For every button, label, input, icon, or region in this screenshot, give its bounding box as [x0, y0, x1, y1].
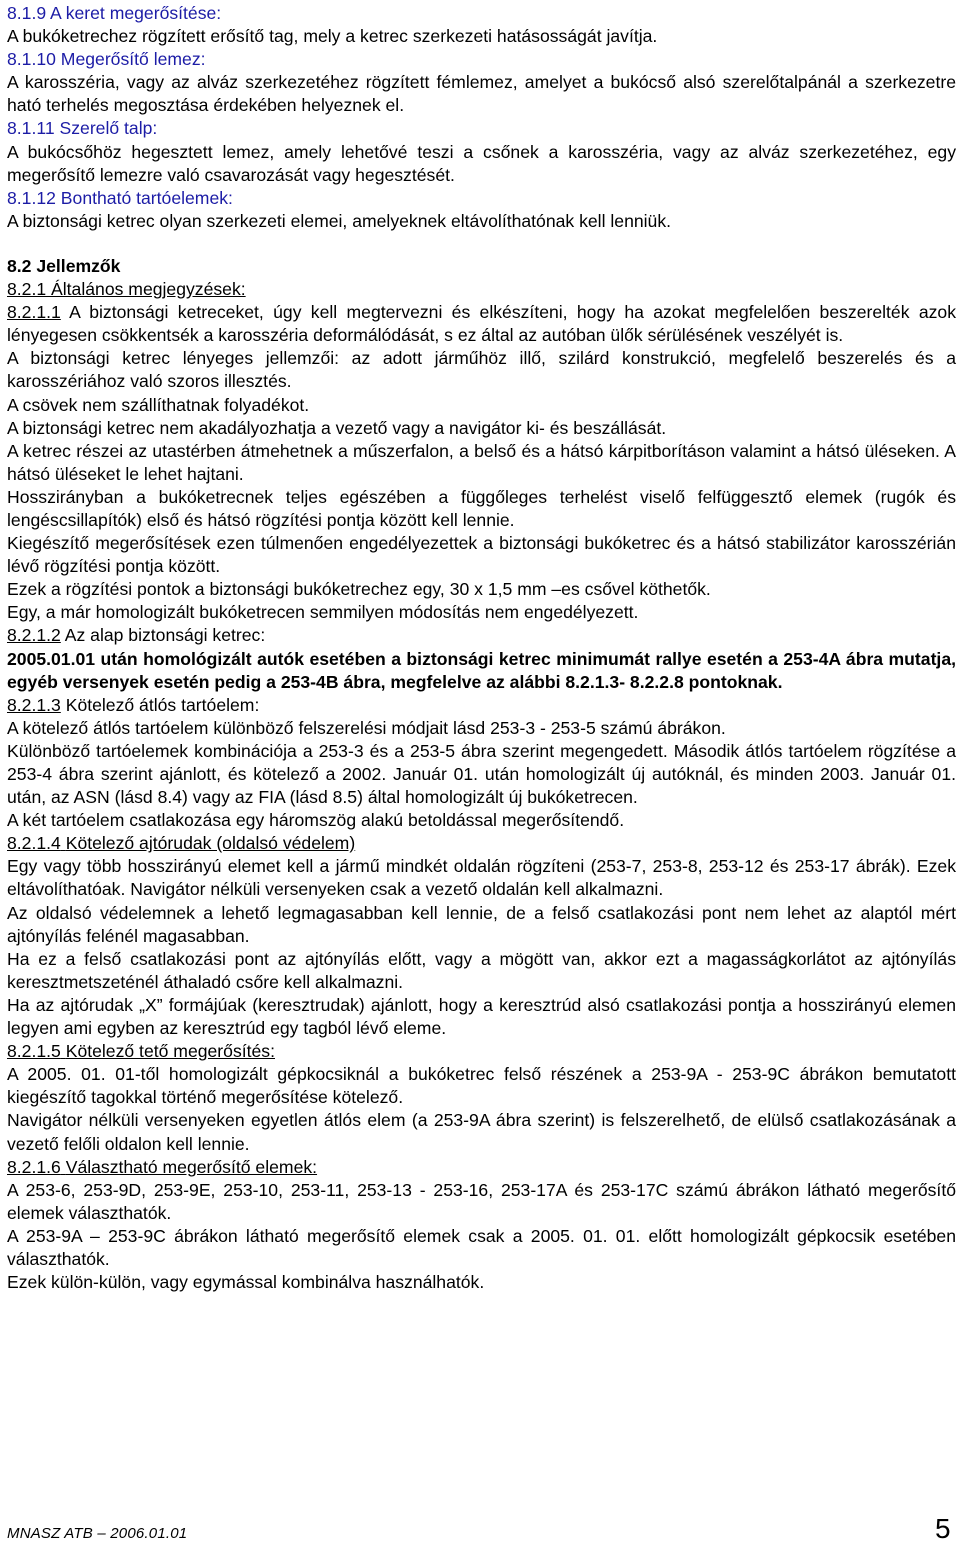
footer-document-id: MNASZ ATB – 2006.01.01: [7, 1525, 188, 1542]
paragraph: Ha az ajtórudak „X” formájúak (keresztrudak) ajánlott, hogy a keresztrúd alsó csatlakozási pontja a hosszirányú elemen legyen ami egyben az keresztrúd egy tagból lévő eleme.: [7, 994, 956, 1039]
heading-8-2-1-6: [7, 1156, 956, 1179]
heading-8-2-1-2: [7, 624, 956, 647]
paragraph: Különböző tartóelemek kombinációja a 253-3 és a 253-5 ábra szerint megengedett. Második átlós tartóelem rögzítése a 253-4 ábra szerint ajánlott, és kötelező a 2002. Január 01. után homologizált új autóknál, és minden 2003. Január 01. után, az ASN (lásd 8.4) vagy az FIA (lásd 8.5) által homologizált új bukóketrecen.: [7, 740, 956, 808]
paragraph: A biztonsági ketrec lényeges jellemzői: az adott járműhöz illő, szilárd konstrukció, megfelelő beszerelés és a karosszériához való szoros illesztés.: [7, 348, 956, 392]
heading-8-1-11: 8.1.11 Szerelő talp:: [7, 118, 158, 139]
paragraph-8-1-9: A bukóketrechez rögzített erősítő tag, mely a ketrec szerkezeti hatásosságát javítja.: [7, 26, 658, 47]
paragraph: Navigátor nélküli versenyeken egyetlen átlós elem (a 253-9A ábra szerint) is felszerelhető, de elülső csatlakozásának a vezető felőli oldalon kell lennie.: [7, 1110, 956, 1154]
paragraph: Egy vagy több hosszirányú elemet kell a jármű mindkét oldalán rögzíteni (253-7, 253-8, 253-12 és 253-17 ábrák). Ezek eltávolíthatóak. Navigátor nélküli versenyeken csak a vezető oldalán kell alkalmazni.: [7, 856, 956, 900]
paragraph: A kötelező átlós tartóelem különböző felszerelési módjait lásd 253-3 - 253-5 számú ábrákon.: [7, 717, 726, 738]
clause-title: Kötelező ajtórudak (oldalsó védelem): [65, 833, 356, 854]
paragraph-8-1-11: A bukócsőhöz hegesztett lemez, amely lehetővé teszi a csőnek a karosszéria, vagy az alváz szerkezetéhez, egy megerősítő lemezre való csavarozását vagy hegesztését.: [7, 141, 956, 185]
paragraph: Kiegészítő megerősítések ezen túlmenően engedélyezettek a biztonsági bukóketrec és a hátsó stabilizátor karosszérián lévő rögzítési pontja között.: [7, 533, 956, 577]
spacer: [7, 233, 956, 255]
paragraph: Ezek külön-külön, vagy egymással kombinálva használhatók.: [7, 1272, 485, 1293]
clause-number: 8.2.1.1: [7, 302, 61, 323]
clause-title: Az alap biztonsági ketrec:: [64, 625, 266, 646]
heading-8-2: 8.2 Jellemzők: [7, 255, 121, 276]
paragraph: Az oldalsó védelemnek a lehető legmagasabban kell lennie, de a felső csatlakozási pont nem lehet az alaptól mért ajtónyílás felénél magasabban.: [7, 902, 956, 946]
paragraph: Ha ez a felső csatlakozási pont az ajtónyílás előtt, vagy a mögött van, akkor ezt a magasságkorlátot az ajtónyílás keresztmetszeténél áthaladó csőre kell alkalmazni.: [7, 948, 956, 992]
paragraph: Ezek a rögzítési pontok a biztonsági bukóketrechez egy, 30 x 1,5 mm –es csővel köthetők.: [7, 579, 711, 600]
heading-8-2-1: 8.2.1 Általános megjegyzések:: [7, 279, 246, 300]
paragraph: Egy, a már homologizált bukóketrecen semmilyen módosítás nem engedélyezett.: [7, 602, 639, 623]
paragraph: A 253-6, 253-9D, 253-9E, 253-10, 253-11, 253-13 - 253-16, 253-17A és 253-17C számú ábrákon látható megerősítő elemek választhatók.: [7, 1179, 956, 1223]
clause-title: Választható megerősítő elemek:: [65, 1156, 318, 1177]
clause-number: 8.2.1.4: [7, 833, 61, 854]
heading-8-2-1-5: [7, 1040, 956, 1063]
paragraph: A két tartóelem csatlakozása egy háromszög alakú betoldással megerősítendő.: [7, 810, 625, 831]
paragraph-8-1-12: A biztonsági ketrec olyan szerkezeti elemei, amelyeknek eltávolíthatónak kell lenniük.: [7, 210, 672, 231]
paragraph: A biztonsági ketrec nem akadályozhatja a vezető vagy a navigátor ki- és beszállását.: [7, 417, 667, 438]
page-number: 5: [935, 1513, 951, 1544]
paragraph: Hosszirányban a bukóketrecnek teljes egészében a függőleges terhelést viselő felfüggesztő elemek (rugók és lengéscsillapítók) első és hátsó rögzítési pontja között kell lennie.: [7, 486, 956, 530]
clause-text: A biztonsági ketreceket, úgy kell megtervezni és elkészíteni, hogy ha azokat megfelelően beszerelték azok lényegesen csökkentsék a karosszéria deformálódását, s ez által az autóban ülők sérülésének veszélyét is.: [7, 302, 956, 346]
clause-number: 8.2.1.5: [7, 1041, 61, 1062]
heading-8-2-1-4: [7, 832, 956, 855]
paragraph-8-2-1-1: [7, 301, 956, 347]
clause-title: Kötelező tető megerősítés:: [65, 1041, 275, 1062]
paragraph-8-1-10: A karosszéria, vagy az alváz szerkezetéhez rögzített fémlemez, amelyet a bukócső alsó szerelőtalpánál a szerkezetre ható terhelés megosztása érdekében helyeznek el.: [7, 72, 956, 116]
paragraph: A 253-9A – 253-9C ábrákon látható megerősítő elemek csak a 2005. 01. 01. előtt homologizált gépkocsik esetében választhatók.: [7, 1225, 956, 1269]
paragraph: A ketrec részei az utastérben átmehetnek a műszerfalon, a belső és a hátsó kárpitborításon valamint a hátsó üléseken. A hátsó üléseket le lehet hajtani.: [7, 440, 956, 484]
heading-8-1-10: 8.1.10 Megerősítő lemez:: [7, 49, 206, 70]
clause-title: Kötelező átlós tartóelem:: [65, 694, 260, 715]
bold-paragraph: 2005.01.01 után homológizált autók esetében a biztonsági ketrec minimumát rallye esetén a 253-4A ábra mutatja, egyéb versenyek esetén pedig a 253-4B ábra, megfelelve az alábbi 8.2.1.3- 8.2.2.8 pontoknak.: [7, 648, 956, 692]
clause-number: 8.2.1.6: [7, 1156, 61, 1177]
heading-8-2-1-3: [7, 694, 956, 717]
paragraph: A 2005. 01. 01-től homologizált gépkocsiknál a bukóketrec felső részének a 253-9A - 253-9C ábrákon bemutatott kiegészítő tagokkal történő megerősítése kötelező.: [7, 1064, 956, 1108]
clause-number: 8.2.1.3: [7, 694, 61, 715]
clause-number: 8.2.1.2: [7, 625, 61, 646]
heading-8-1-12: 8.1.12 Bontható tartóelemek:: [7, 187, 233, 208]
paragraph: A csövek nem szállíthatnak folyadékot.: [7, 394, 310, 415]
heading-8-1-9: 8.1.9 A keret megerősítése:: [7, 3, 222, 23]
document-page: [7, 2, 956, 1294]
